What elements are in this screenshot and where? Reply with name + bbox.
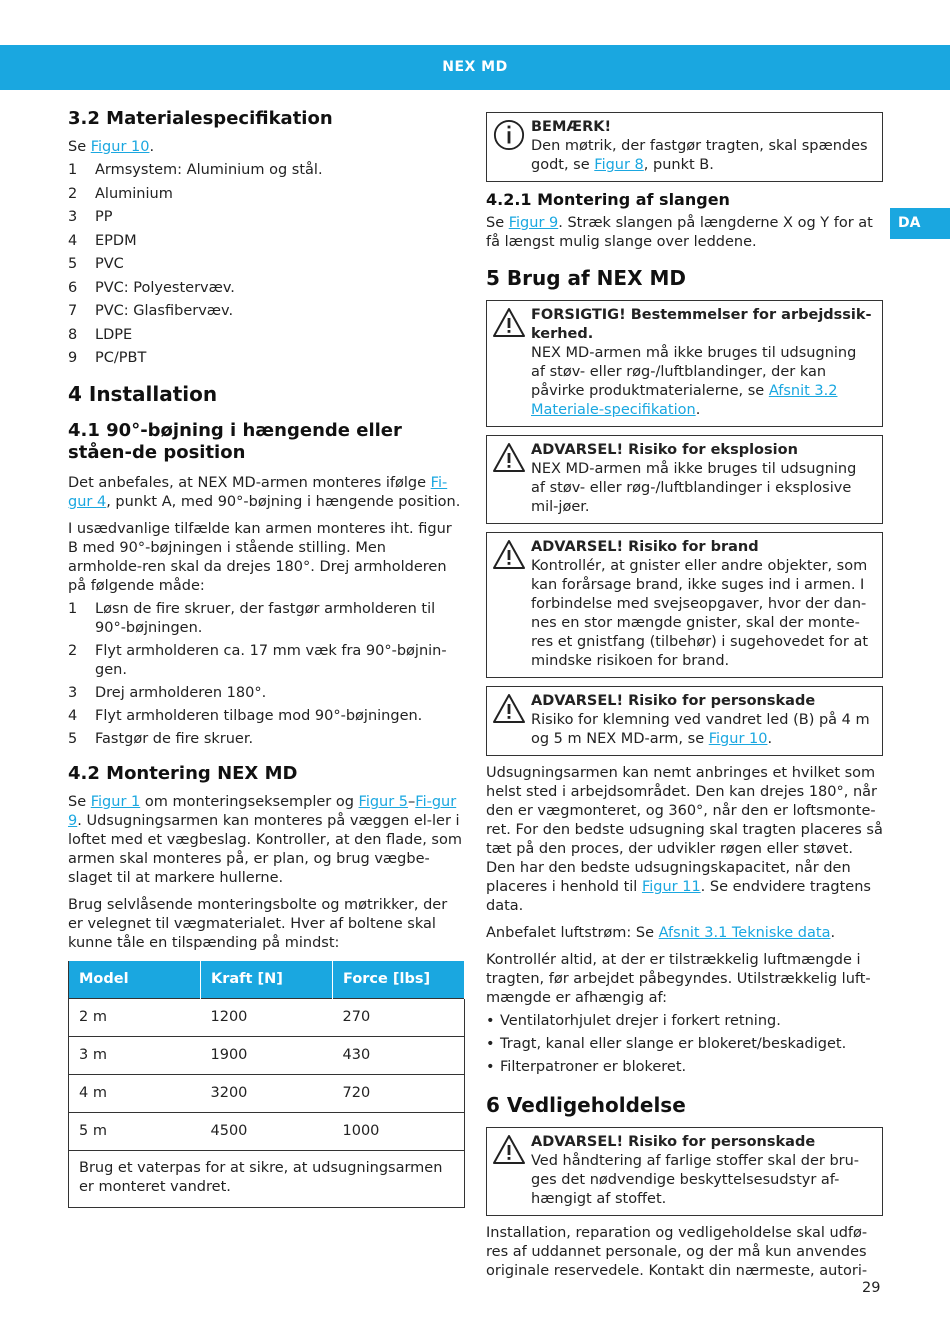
- step-text: Løsn de fire skruer, der fastgør armholderen til 90°-bøjningen.: [95, 601, 436, 636]
- item-text: PVC: Polyestervæv.: [95, 279, 235, 296]
- table-cell: 4 m: [69, 1075, 201, 1113]
- step-number: 5: [68, 731, 78, 747]
- table-cell: 3 m: [69, 1037, 201, 1075]
- warning-title: ADVARSEL! Risiko for personskade: [531, 1134, 816, 1150]
- s42-paragraph-1: [68, 793, 464, 888]
- link-figur-10[interactable]: Figur 10: [90, 139, 150, 155]
- warning-text-body: Risiko for klemning ved vandret led (B) på 4 m og 5 m NEX MD-arm, se: [531, 712, 870, 747]
- usage-text-end: . Se endvidere tragtens data.: [486, 879, 871, 914]
- s32-intro-end: .: [149, 139, 155, 155]
- warning-triangle-icon: [492, 307, 526, 339]
- warning-text-body: NEX MD-armen må ikke bruges til udsugning af støv- eller røg-/luftblandinger, der kan påvirke produktmaterialerne, se: [531, 345, 857, 399]
- bullet-text: Tragt, kanal eller slange er blokeret/beskadiget.: [500, 1036, 847, 1052]
- bullet-icon: •: [486, 1036, 495, 1052]
- note-text-end: , punkt B.: [643, 157, 714, 173]
- link-afsnit-3-2[interactable]: Afsnit 3.2 Materiale-specifikation: [531, 383, 838, 418]
- right-column: [486, 112, 883, 1289]
- step-text: Fastgør de fire skruer.: [95, 731, 254, 747]
- heading-6: 6 Vedligeholdelse: [486, 1093, 686, 1117]
- warning-title: ADVARSEL! Risiko for personskade: [531, 693, 816, 709]
- item-number: 1: [68, 162, 78, 178]
- warning-text: Kontrollér, at gnister eller andre objekter, som kan forårsage brand, ikke suges ind i armen. I forbindelse med svejseopgaver, hvor der dan-nes en stor mængde gnister, skal der monte-res et gnistfang (tilbehør) i sugehovedet for at mindske risikoen for brand.: [531, 558, 869, 669]
- heading-4-2: 4.2 Montering NEX MD: [68, 763, 298, 784]
- airflow-text: Anbefalet luftstrøm: Se: [486, 925, 659, 941]
- materials-list: [68, 161, 464, 368]
- list-item: [486, 1012, 883, 1031]
- list-item: [68, 255, 464, 274]
- warning-triangle-icon: [492, 1134, 526, 1166]
- link-afsnit-3-1[interactable]: Afsnit 3.1 Tekniske data: [658, 925, 831, 941]
- warning-triangle-icon: [492, 442, 526, 474]
- s42-p1-d: . Udsugningsarmen kan monteres på væggen el-ler i loftet med et vægbeslag. Kontroller, at den flade, som armen skal monteres på, er plan, og brug vægbe-slaget til at markere hullerne.: [68, 813, 462, 886]
- col-header-force: Force [lbs]: [333, 961, 465, 999]
- warning-title: FORSIGTIG! Bestemmelser for arbejdssik-kerhed.: [531, 307, 872, 342]
- item-number: 9: [68, 350, 78, 366]
- page-number: 29: [862, 1280, 881, 1296]
- warning-triangle-icon: [492, 693, 526, 725]
- step-number: 3: [68, 685, 78, 701]
- s421-paragraph: [486, 214, 883, 252]
- warning-box-vedligeholdelse: [486, 1127, 883, 1216]
- table-cell: 4500: [201, 1113, 333, 1151]
- airflow-text-end: .: [830, 925, 836, 941]
- link-figur-10-klemning[interactable]: Figur 10: [708, 731, 768, 747]
- language-label: DA: [898, 215, 921, 231]
- item-number: 2: [68, 185, 78, 202]
- step-item: [68, 730, 464, 749]
- s32-intro-text: Se: [68, 139, 91, 155]
- list-item: [68, 232, 464, 251]
- item-number: 3: [68, 209, 78, 225]
- warning-box-forsigtig: [486, 300, 883, 427]
- list-item: [68, 185, 464, 204]
- info-icon: [492, 119, 526, 151]
- header-bar: [0, 45, 950, 90]
- list-item: [68, 302, 464, 321]
- bullet-icon: •: [486, 1059, 495, 1075]
- s42-paragraph-2: Brug selvlåsende monteringsbolte og møtrikker, der er velegnet til vægmaterialet. Hver af boltene skal kunne tåle en tilspænding på mindst:: [68, 897, 448, 951]
- item-number: 4: [68, 232, 78, 249]
- item-text: PVC: Glasfibervæv.: [95, 303, 234, 319]
- item-text: PC/PBT: [95, 350, 147, 366]
- warning-text: [531, 344, 874, 420]
- s41-paragraph-2: I usædvanlige tilfælde kan armen monteres iht. figur B med 90°-bøjningen i stående stilling. Men armholde-ren skal da drejes 180°. Drej armholderen på følgende måde:: [68, 521, 452, 594]
- table-cell: 3200: [201, 1075, 333, 1113]
- s42-p1-a: Se: [68, 794, 91, 810]
- col-header-kraft: Kraft [N]: [201, 961, 333, 999]
- warning-text-end: .: [767, 731, 773, 747]
- step-number: 4: [68, 708, 78, 724]
- warning-triangle-icon: [492, 539, 526, 571]
- step-item: [68, 707, 464, 726]
- table-row: [69, 1113, 465, 1151]
- table-cell: 270: [333, 999, 465, 1037]
- s41-p1-text: Det anbefales, at NEX MD-armen monteres ifølge: [68, 475, 431, 491]
- s41-p1-end: , punkt A, med 90°-bøjning i hængende position.: [106, 494, 461, 510]
- language-tab: [890, 208, 950, 239]
- warning-box-brand: [486, 532, 883, 678]
- usage-text: Udsugningsarmen kan nemt anbringes et hvilket som helst sted i arbejdsområdet. Den kan drejes 180°, når den er vægmonteret, og 360°, når den er loftsmonte-ret. For den bedste udsugning skal tragten placeres så tæt på den proces, der udvikler røgen eller støvet. Den har den bedste udsugningskapacitet, når den placeres i henhold til: [486, 765, 883, 895]
- table-cell: 1200: [201, 999, 333, 1037]
- usage-paragraph: [486, 764, 883, 916]
- warning-text: [531, 711, 874, 749]
- table-row: [69, 999, 465, 1037]
- s421-text: Se: [486, 215, 509, 231]
- item-text: PVC: [95, 256, 124, 272]
- link-figur-9[interactable]: Fi-gur 9: [68, 794, 457, 829]
- warning-text: Ved håndtering af farlige stoffer skal der bru-ges det nødvendige beskyttelsesudstyr af-hængigt af stoffet.: [531, 1153, 860, 1207]
- bullet-text: Ventilatorhjulet drejer i forkert retning.: [500, 1013, 781, 1029]
- table-cell: 720: [333, 1075, 465, 1113]
- warning-title: ADVARSEL! Risiko for brand: [531, 539, 759, 555]
- header-title: NEX MD: [442, 59, 508, 75]
- bullet-icon: •: [486, 1013, 495, 1029]
- table-cell: 1900: [201, 1037, 333, 1075]
- item-number: 6: [68, 279, 78, 296]
- list-item: [68, 161, 464, 180]
- item-number: 8: [68, 326, 78, 343]
- s421-text-end: . Stræk slangen på længderne X og Y for at få længst mulig slange over leddene.: [486, 215, 873, 250]
- warning-box-personskade: [486, 686, 883, 756]
- list-item: [68, 326, 464, 345]
- item-number: 5: [68, 256, 78, 272]
- heading-3-2: 3.2 Materialespecifikation: [68, 108, 333, 129]
- heading-5: 5 Brug af NEX MD: [486, 266, 686, 290]
- item-text: EPDM: [95, 232, 137, 249]
- bullet-text: Filterpatroner er blokeret.: [500, 1059, 687, 1075]
- list-item: [68, 279, 464, 298]
- airflow-paragraph: [486, 924, 883, 943]
- step-item: [68, 600, 464, 638]
- note-title: BEMÆRK!: [531, 119, 612, 135]
- torque-table: [68, 961, 465, 1208]
- link-figur-1[interactable]: Figur 1: [90, 794, 141, 810]
- warning-box-eksplosion: [486, 435, 883, 524]
- heading-4-1: 4.1 90°-bøjning i hængende eller ståen-de position: [68, 420, 402, 463]
- table-note-row: [69, 1151, 465, 1208]
- note-box-bemaerk: [486, 112, 883, 182]
- left-column: [68, 108, 464, 1208]
- step-item: [68, 684, 464, 703]
- warning-title: ADVARSEL! Risiko for eksplosion: [531, 442, 798, 458]
- step-number: 2: [68, 643, 78, 659]
- note-text: [531, 137, 874, 175]
- maintenance-paragraph: Installation, reparation og vedligeholdelse skal udfø-res af uddannet personale, og der må kun anvendes originale reservedele. Kontakt din nærmeste, autori-: [486, 1225, 868, 1279]
- warning-text-end: .: [695, 402, 701, 418]
- step-number: 1: [68, 601, 78, 617]
- table-note: Brug et vaterpas for at sikre, at udsugningsarmen er monteret vandret.: [69, 1151, 465, 1208]
- link-figur-4[interactable]: Fi-gur 4: [68, 475, 448, 510]
- step-text: Drej armholderen 180°.: [95, 685, 267, 701]
- item-text: PP: [95, 209, 113, 225]
- s42-p1-c: –: [408, 794, 416, 810]
- note-text-body: Den møtrik, der fastgør tragten, skal spændes godt, se: [531, 138, 868, 173]
- step-text: Flyt armholderen tilbage mod 90°-bøjningen.: [95, 708, 423, 724]
- table-cell: 2 m: [69, 999, 201, 1037]
- link-figur-5[interactable]: Figur 5: [358, 794, 409, 810]
- heading-4: 4 Installation: [68, 382, 218, 406]
- table-row: [69, 1075, 465, 1113]
- item-text: Aluminium: [95, 185, 173, 202]
- table-cell: 430: [333, 1037, 465, 1075]
- item-text: Armsystem: Aluminium og stål.: [95, 162, 323, 178]
- list-item: [486, 1058, 883, 1077]
- link-figur-11[interactable]: Figur 11: [641, 879, 701, 895]
- table-header-row: [69, 961, 465, 999]
- item-text: LDPE: [95, 326, 133, 343]
- s41-paragraph-1: [68, 474, 464, 512]
- col-header-model: Model: [69, 961, 201, 999]
- rotation-steps-list: [68, 600, 464, 749]
- list-item: [486, 1035, 883, 1054]
- check-paragraph: Kontrollér altid, at der er tilstrækkelig luftmængde i tragten, før arbejdet påbegyndes. Utilstrækkelig luft-mængde er afhængig af:: [486, 952, 871, 1006]
- table-row: [69, 1037, 465, 1075]
- warning-text: NEX MD-armen må ikke bruges til udsugning af støv- eller røg-/luftblandinger i eksplosive mil-jøer.: [531, 461, 857, 515]
- table-cell: 1000: [333, 1113, 465, 1151]
- list-item: [68, 349, 464, 368]
- table-cell: 5 m: [69, 1113, 201, 1151]
- s42-p1-b: om monteringseksempler og: [140, 794, 359, 810]
- heading-4-2-1: 4.2.1 Montering af slangen: [486, 190, 730, 209]
- link-figur-8[interactable]: Figur 8: [594, 157, 644, 173]
- s32-intro: [68, 138, 464, 157]
- list-item: [68, 208, 464, 227]
- link-figur-9-slange[interactable]: Figur 9: [508, 215, 559, 231]
- step-item: [68, 642, 464, 680]
- causes-list: [486, 1012, 883, 1077]
- item-number: 7: [68, 303, 78, 319]
- step-text: Flyt armholderen ca. 17 mm væk fra 90°-bøjnin-gen.: [95, 643, 447, 678]
